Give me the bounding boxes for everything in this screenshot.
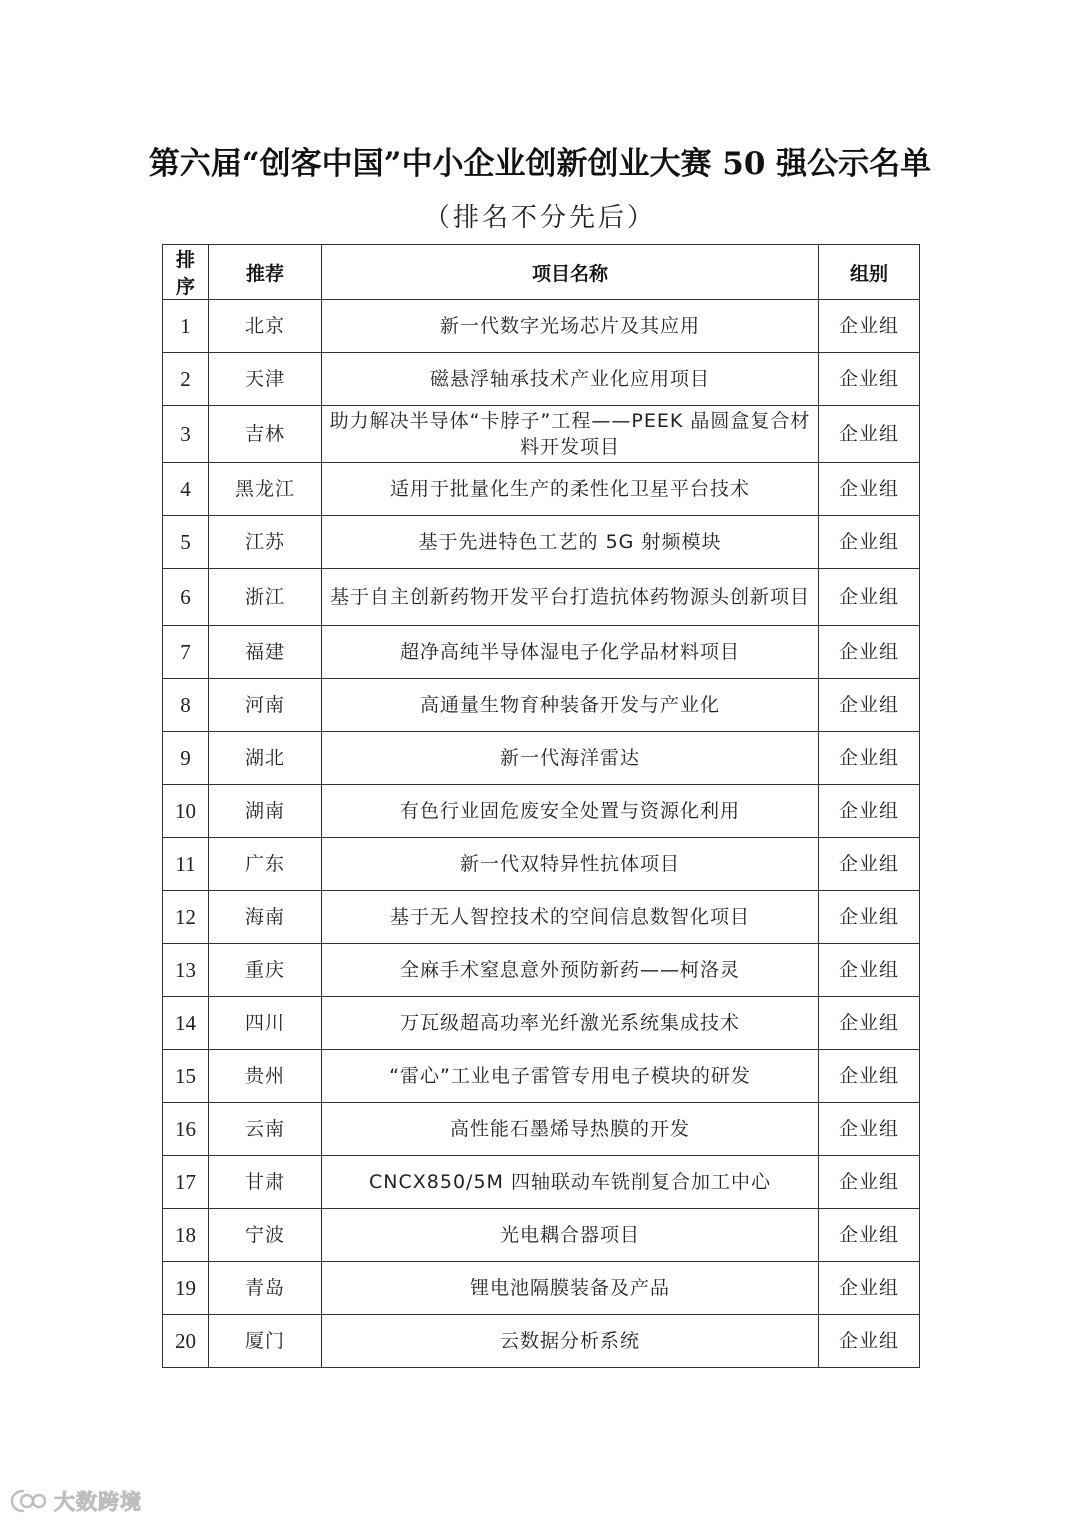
cell-project: 磁悬浮轴承技术产业化应用项目: [322, 353, 819, 406]
cell-recommender: 福建: [209, 626, 322, 679]
cell-rank: 7: [163, 626, 209, 679]
table-row: [163, 1262, 920, 1315]
cell-group: 企业组: [819, 944, 920, 997]
cell-rank: 4: [163, 463, 209, 516]
cell-group: 企业组: [819, 1262, 920, 1315]
cell-group: 企业组: [819, 1103, 920, 1156]
cell-project: 光电耦合器项目: [322, 1209, 819, 1262]
cell-group: 企业组: [819, 1315, 920, 1368]
table-row: [163, 626, 920, 679]
cell-recommender: 云南: [209, 1103, 322, 1156]
cell-group: 企业组: [819, 679, 920, 732]
cell-recommender: 浙江: [209, 569, 322, 626]
cell-rank: 18: [163, 1209, 209, 1262]
cell-rank: 3: [163, 406, 209, 463]
cell-recommender: 北京: [209, 300, 322, 353]
cell-group: 企业组: [819, 516, 920, 569]
cell-rank: 17: [163, 1156, 209, 1209]
cell-group: 企业组: [819, 891, 920, 944]
table-row: [163, 300, 920, 353]
table-row: [163, 1103, 920, 1156]
cell-group: 企业组: [819, 1209, 920, 1262]
cell-rank: 20: [163, 1315, 209, 1368]
cell-recommender: 吉林: [209, 406, 322, 463]
watermark-text: 大数跨境: [54, 1490, 142, 1514]
cell-group: 企业组: [819, 463, 920, 516]
cell-project: 超净高纯半导体湿电子化学品材料项目: [322, 626, 819, 679]
header-group: 组别: [819, 245, 920, 300]
table-row: [163, 406, 920, 463]
cell-group: 企业组: [819, 997, 920, 1050]
cell-project: 适用于批量化生产的柔性化卫星平台技术: [322, 463, 819, 516]
table-row: [163, 732, 920, 785]
cell-rank: 2: [163, 353, 209, 406]
table-row: [163, 785, 920, 838]
cell-project: CNCX850/5M 四轴联动车铣削复合加工中心: [322, 1156, 819, 1209]
table-row: [163, 516, 920, 569]
cell-project: 助力解决半导体“卡脖子”工程——PEEK 晶圆盒复合材料开发项目: [322, 406, 819, 463]
cell-project: 万瓦级超高功率光纤激光系统集成技术: [322, 997, 819, 1050]
cell-rank: 8: [163, 679, 209, 732]
table-row: [163, 463, 920, 516]
cell-recommender: 厦门: [209, 1315, 322, 1368]
cell-group: 企业组: [819, 1156, 920, 1209]
cell-recommender: 四川: [209, 997, 322, 1050]
cell-group: 企业组: [819, 406, 920, 463]
cell-rank: 13: [163, 944, 209, 997]
cell-rank: 15: [163, 1050, 209, 1103]
cell-project: 全麻手术窒息意外预防新药——柯洛灵: [322, 944, 819, 997]
cell-project: 新一代海洋雷达: [322, 732, 819, 785]
cell-project: “雷心”工业电子雷管专用电子模块的研发: [322, 1050, 819, 1103]
cell-project: 高性能石墨烯导热膜的开发: [322, 1103, 819, 1156]
document-subtitle: （排名不分先后）: [423, 203, 656, 233]
cell-group: 企业组: [819, 300, 920, 353]
cell-group: 企业组: [819, 353, 920, 406]
cell-recommender: 重庆: [209, 944, 322, 997]
brand-logo-icon: [10, 1488, 48, 1514]
table-row: [163, 838, 920, 891]
cell-recommender: 天津: [209, 353, 322, 406]
cell-recommender: 贵州: [209, 1050, 322, 1103]
table-row: [163, 997, 920, 1050]
cell-group: 企业组: [819, 569, 920, 626]
cell-group: 企业组: [819, 732, 920, 785]
cell-rank: 14: [163, 997, 209, 1050]
cell-recommender: 青岛: [209, 1262, 322, 1315]
cell-recommender: 河南: [209, 679, 322, 732]
cell-project: 有色行业固危废安全处置与资源化利用: [322, 785, 819, 838]
cell-recommender: 宁波: [209, 1209, 322, 1262]
cell-rank: 19: [163, 1262, 209, 1315]
header-rank: 排序: [163, 245, 209, 300]
table-row: [163, 353, 920, 406]
cell-rank: 1: [163, 300, 209, 353]
winners-table: [162, 244, 920, 1368]
table-row: [163, 679, 920, 732]
cell-recommender: 湖北: [209, 732, 322, 785]
table-row: [163, 891, 920, 944]
table-row: [163, 1315, 920, 1368]
header-recommender: 推荐: [209, 245, 322, 300]
cell-rank: 11: [163, 838, 209, 891]
cell-project: 云数据分析系统: [322, 1315, 819, 1368]
cell-project: 高通量生物育种装备开发与产业化: [322, 679, 819, 732]
cell-project: 锂电池隔膜装备及产品: [322, 1262, 819, 1315]
table-header-row: [163, 245, 920, 300]
document-title: 第六届“创客中国”中小企业创新创业大赛 50 强公示名单: [148, 146, 932, 182]
cell-recommender: 海南: [209, 891, 322, 944]
cell-recommender: 湖南: [209, 785, 322, 838]
table-row: [163, 569, 920, 626]
cell-rank: 12: [163, 891, 209, 944]
cell-recommender: 江苏: [209, 516, 322, 569]
cell-group: 企业组: [819, 626, 920, 679]
cell-recommender: 甘肃: [209, 1156, 322, 1209]
cell-group: 企业组: [819, 785, 920, 838]
cell-group: 企业组: [819, 1050, 920, 1103]
cell-recommender: 黑龙江: [209, 463, 322, 516]
cell-project: 基于自主创新药物开发平台打造抗体药物源头创新项目: [322, 569, 819, 626]
cell-project: 新一代数字光场芯片及其应用: [322, 300, 819, 353]
header-project: 项目名称: [322, 245, 819, 300]
table-row: [163, 1156, 920, 1209]
cell-rank: 16: [163, 1103, 209, 1156]
cell-project: 基于无人智控技术的空间信息数智化项目: [322, 891, 819, 944]
cell-group: 企业组: [819, 838, 920, 891]
cell-rank: 9: [163, 732, 209, 785]
table-row: [163, 1209, 920, 1262]
table-row: [163, 1050, 920, 1103]
cell-rank: 5: [163, 516, 209, 569]
watermark: [10, 1485, 142, 1517]
cell-project: 新一代双特异性抗体项目: [322, 838, 819, 891]
table-row: [163, 944, 920, 997]
cell-rank: 10: [163, 785, 209, 838]
cell-rank: 6: [163, 569, 209, 626]
cell-recommender: 广东: [209, 838, 322, 891]
cell-project: 基于先进特色工艺的 5G 射频模块: [322, 516, 819, 569]
